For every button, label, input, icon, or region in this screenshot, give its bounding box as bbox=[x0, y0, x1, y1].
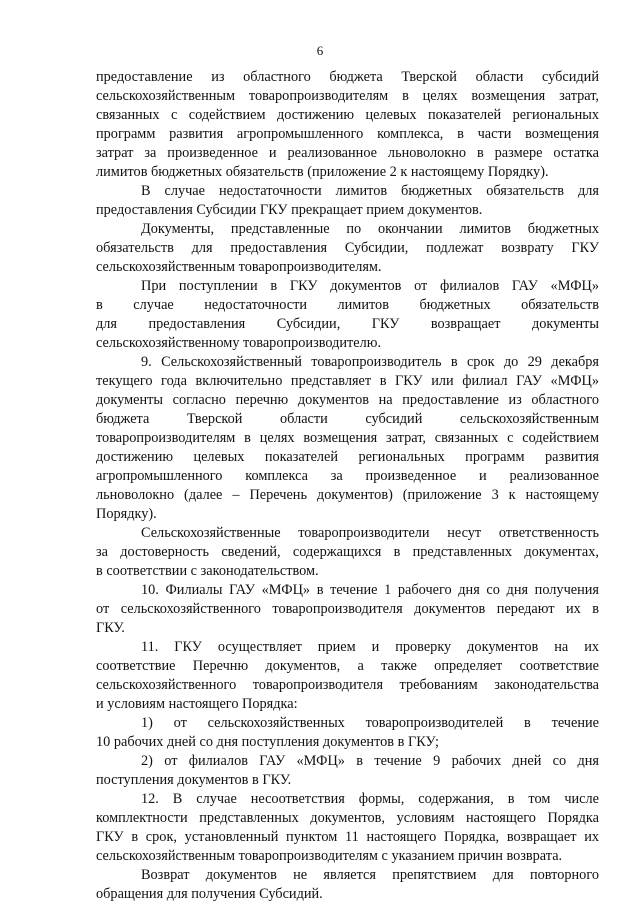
text-line: сельскохозяйственным товаропроизводителям в целях возмещения затрат, bbox=[96, 88, 599, 104]
text-line: Документы, представленные по окончании лимитов бюджетных bbox=[141, 221, 599, 237]
text-line: При поступлении в ГКУ документов от филиалов ГАУ «МФЦ» bbox=[141, 278, 599, 294]
text-line: 12. В случае несоответствия формы, содержания, в том числе bbox=[141, 791, 599, 807]
text-line: для предоставления Субсидии, ГКУ возвращает документы bbox=[96, 316, 599, 332]
text-line: льноволокно (далее – Перечень документов) (приложение 3 к настоящему bbox=[96, 487, 599, 503]
text-line: затрат за произведенное и реализованное льноволокно в размере остатка bbox=[96, 145, 599, 161]
text-line: 9. Сельскохозяйственный товаропроизводитель в срок до 29 декабря bbox=[141, 354, 599, 370]
text-line: бюджета Тверской области субсидий сельскохозяйственным bbox=[96, 411, 599, 427]
text-line: 1) от сельскохозяйственных товаропроизводителей в течение bbox=[141, 715, 599, 731]
text-line: комплектности представленных документов, условиям настоящего Порядка bbox=[96, 810, 599, 826]
text-line: Возврат документов не является препятствием для повторного bbox=[141, 867, 599, 883]
text-line: сельскохозяйственным товаропроизводителям с указанием причин возврата. bbox=[96, 848, 563, 864]
text-line: предоставление из областного бюджета Тверской области субсидий bbox=[96, 69, 599, 85]
text-line: 2) от филиалов ГАУ «МФЦ» в течение 9 рабочих дней со дня bbox=[141, 753, 599, 769]
text-line: предоставления Субсидии ГКУ прекращает прием документов. bbox=[96, 202, 483, 218]
text-line: обязательств для предоставления Субсидии, подлежат возврату ГКУ bbox=[96, 240, 599, 256]
text-line: достижению целевых показателей региональных программ развития bbox=[96, 449, 599, 465]
text-line: документы согласно перечню документов на предоставление из областного bbox=[96, 392, 599, 408]
text-line: поступления документов в ГКУ. bbox=[96, 772, 292, 788]
text-line: соответствие Перечню документов, а также определяет соответствие bbox=[96, 658, 599, 674]
text-line: товаропроизводителям в целях возмещения затрат, связанных с содействием bbox=[96, 430, 599, 446]
text-line: за достоверность сведений, содержащихся в представленных документах, bbox=[96, 544, 599, 560]
text-line: и условиям настоящего Порядка: bbox=[96, 696, 298, 712]
text-line: лимитов бюджетных обязательств (приложение 2 к настоящему Порядку). bbox=[96, 164, 549, 180]
text-line: программ развития агропромышленного комплекса, в части возмещения bbox=[96, 126, 599, 142]
text-line: сельскохозяйственным товаропроизводителям. bbox=[96, 259, 382, 275]
text-line: ГКУ. bbox=[96, 620, 125, 636]
text-line: Порядку). bbox=[96, 506, 157, 522]
text-line: сельскохозяйственному товаропроизводителю. bbox=[96, 335, 382, 351]
text-line: сельскохозяйственного товаропроизводителя требованиям законодательства bbox=[96, 677, 599, 693]
text-line: от сельскохозяйственного товаропроизводителя документов передают их в bbox=[96, 601, 599, 617]
text-line: 11. ГКУ осуществляет прием и проверку документов на их bbox=[141, 639, 599, 655]
text-line: текущего года включительно представляет в ГКУ или филиал ГАУ «МФЦ» bbox=[96, 373, 599, 389]
text-line: 10. Филиалы ГАУ «МФЦ» в течение 1 рабочего дня со дня получения bbox=[141, 582, 599, 598]
text-line: В случае недостаточности лимитов бюджетных обязательств для bbox=[141, 183, 599, 199]
text-line: обращения для получения Субсидий. bbox=[96, 886, 323, 902]
text-line: 10 рабочих дней со дня поступления документов в ГКУ; bbox=[96, 734, 440, 750]
text-line: в соответствии с законодательством. bbox=[96, 563, 319, 579]
text-line: агропромышленного комплекса за произведенное и реализованное bbox=[96, 468, 599, 484]
text-line: ГКУ в срок, установленный пунктом 11 настоящего Порядка, возвращает их bbox=[96, 829, 599, 845]
text-line: Сельскохозяйственные товаропроизводители несут ответственность bbox=[141, 525, 599, 541]
text-line: связанных с содействием достижению целевых показателей региональных bbox=[96, 107, 599, 123]
text-line: в случае недостаточности лимитов бюджетных обязательств bbox=[96, 297, 599, 313]
document-body bbox=[96, 68, 599, 904]
page-number: 6 bbox=[316, 43, 324, 58]
